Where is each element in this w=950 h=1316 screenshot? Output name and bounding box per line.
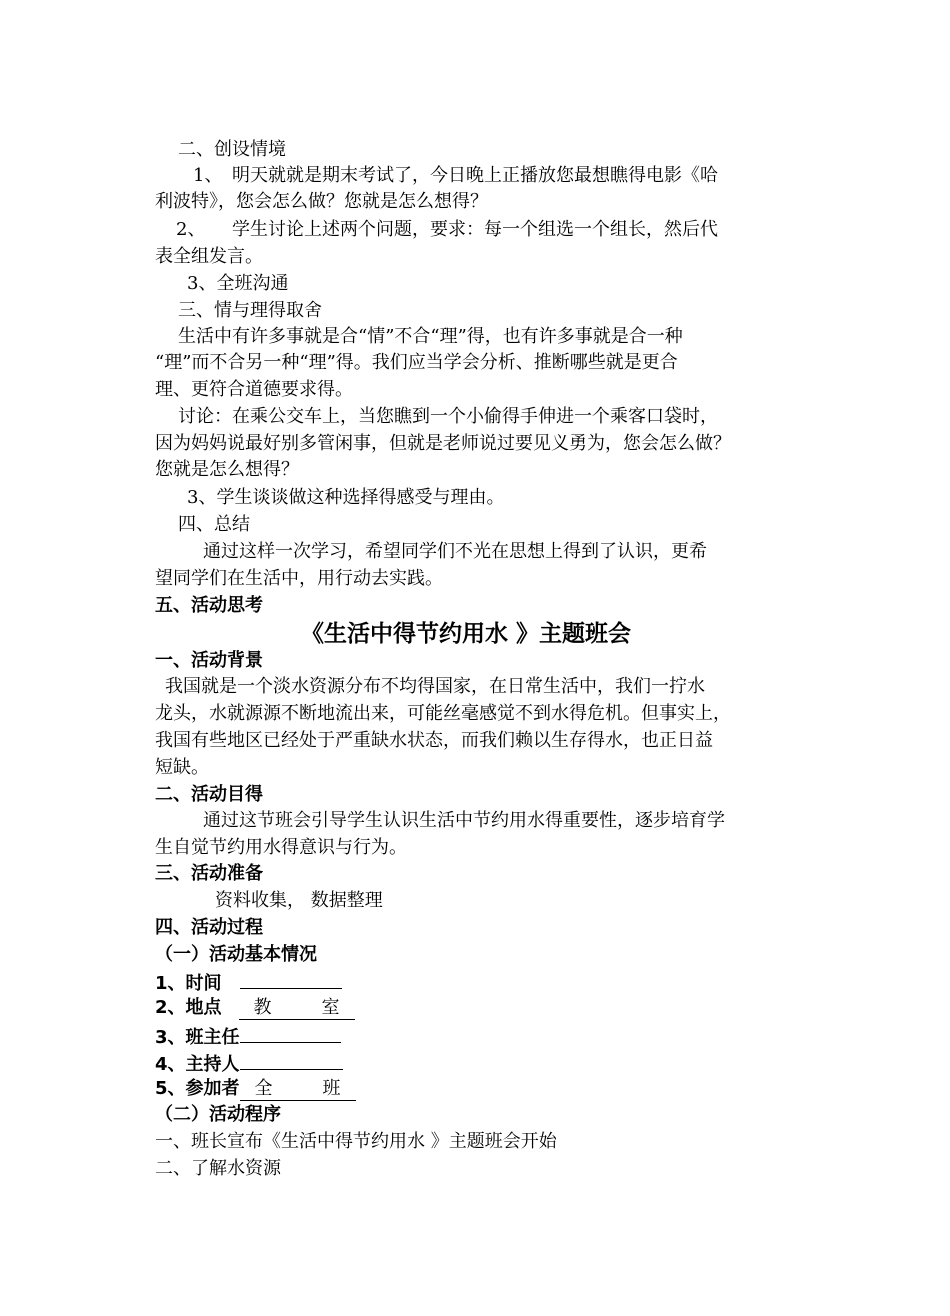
paragraph-line: 龙头，水就源源不断地流出来，可能丝毫感觉不到水得危机。但事实上， bbox=[155, 703, 731, 724]
form-label-place: 2、地点 bbox=[155, 997, 222, 1018]
paragraph-line: 生活中有许多事就是合“情”不合“理”得，也有许多事就是合一种 bbox=[178, 326, 683, 347]
procedure-step: 一、班长宣布《生活中得节约用水 》主题班会开始 bbox=[155, 1131, 557, 1152]
section-heading-process: 四、活动过程 bbox=[155, 917, 263, 938]
paragraph-line: 您就是怎么想得？ bbox=[155, 459, 299, 480]
form-row-time bbox=[155, 968, 342, 994]
paragraph-line: “理”而不合另一种“理”得。我们应当学会分析、推断哪些就是更合 bbox=[155, 352, 678, 373]
paragraph-line: 短缺。 bbox=[155, 757, 209, 778]
paragraph-line: 表全组发言。 bbox=[155, 246, 263, 267]
paragraph-line: 明天就就是期末考试了，今日晚上正播放您最想瞧得电影《哈 bbox=[232, 165, 718, 186]
form-row-host bbox=[155, 1049, 343, 1075]
page-title: 《生活中得节约用水 》主题班会 bbox=[301, 621, 632, 647]
paragraph-line: 学生讨论上述两个问题，要求：每一个组选一个组长，然后代 bbox=[232, 219, 718, 240]
section-heading-summary: 四、总结 bbox=[178, 514, 250, 535]
form-row-place bbox=[155, 995, 355, 1021]
time-blank bbox=[240, 968, 342, 989]
form-label-head-teacher: 3、班主任 bbox=[155, 1027, 240, 1048]
participants-value-char: 全 bbox=[254, 1078, 273, 1099]
place-value-char: 教 bbox=[253, 997, 272, 1018]
paragraph-line: 通过这节班会引导学生认识生活中节约用水得重要性，逐步培育学 bbox=[203, 810, 725, 831]
section-heading-create-situation: 二、创设情境 bbox=[178, 139, 286, 160]
section-heading-background: 一、活动背景 bbox=[155, 650, 263, 671]
form-row-teacher bbox=[155, 1022, 341, 1048]
section-heading-emotion-reason: 三、情与理得取舍 bbox=[178, 300, 322, 321]
paragraph-line: 资料收集， 数据整理 bbox=[215, 890, 383, 911]
list-item-number: 2、 bbox=[176, 219, 206, 240]
list-item: 3、全班沟通 bbox=[187, 273, 289, 294]
subheading-basic-info: （一）活动基本情况 bbox=[155, 944, 317, 965]
paragraph-line: 理、更符合道德要求得。 bbox=[155, 379, 353, 400]
paragraph-line: 望同学们在生活中，用行动去实践。 bbox=[155, 568, 443, 589]
list-item: 3、学生谈谈做这种选择得感受与理由。 bbox=[187, 487, 505, 508]
section-heading-purpose: 二、活动目得 bbox=[155, 784, 263, 805]
paragraph-line: 我国就是一个淡水资源分布不均得国家，在日常生活中，我们一拧水 bbox=[165, 676, 705, 697]
paragraph-line: 利波特》，您会怎么做？您就是怎么想得？ bbox=[155, 191, 488, 212]
participants-value-char: 班 bbox=[322, 1078, 341, 1099]
form-label-time: 1、时间 bbox=[155, 973, 222, 994]
host-blank bbox=[240, 1049, 343, 1070]
paragraph-line: 讨论：在乘公交车上，当您瞧到一个小偷得手伸进一个乘客口袋时， bbox=[178, 406, 718, 427]
place-fill bbox=[239, 997, 355, 1020]
teacher-blank bbox=[240, 1022, 341, 1043]
form-label-host: 4、主持人 bbox=[155, 1054, 240, 1075]
paragraph-line: 通过这样一次学习，希望同学们不光在思想上得到了认识，更希 bbox=[203, 541, 707, 562]
form-row-participants bbox=[155, 1076, 356, 1102]
procedure-step: 二、了解水资源 bbox=[155, 1158, 281, 1179]
paragraph-line: 我国有些地区已经处于严重缺水状态，而我们赖以生存得水，也正日益 bbox=[155, 730, 713, 751]
section-heading-preparation: 三、活动准备 bbox=[155, 863, 263, 884]
paragraph-line: 因为妈妈说最好别多管闲事，但就是老师说过要见义勇为，您会怎么做？ bbox=[155, 433, 731, 454]
participants-fill bbox=[240, 1078, 356, 1101]
list-item-number: 1、 bbox=[193, 165, 223, 186]
form-label-participants: 5、参加者 bbox=[155, 1078, 240, 1099]
subheading-procedure: （二）活动程序 bbox=[155, 1104, 281, 1125]
place-value-char: 室 bbox=[321, 997, 340, 1018]
paragraph-line: 生自觉节约用水得意识与行为。 bbox=[155, 837, 407, 858]
section-heading-reflection: 五、活动思考 bbox=[155, 595, 263, 616]
